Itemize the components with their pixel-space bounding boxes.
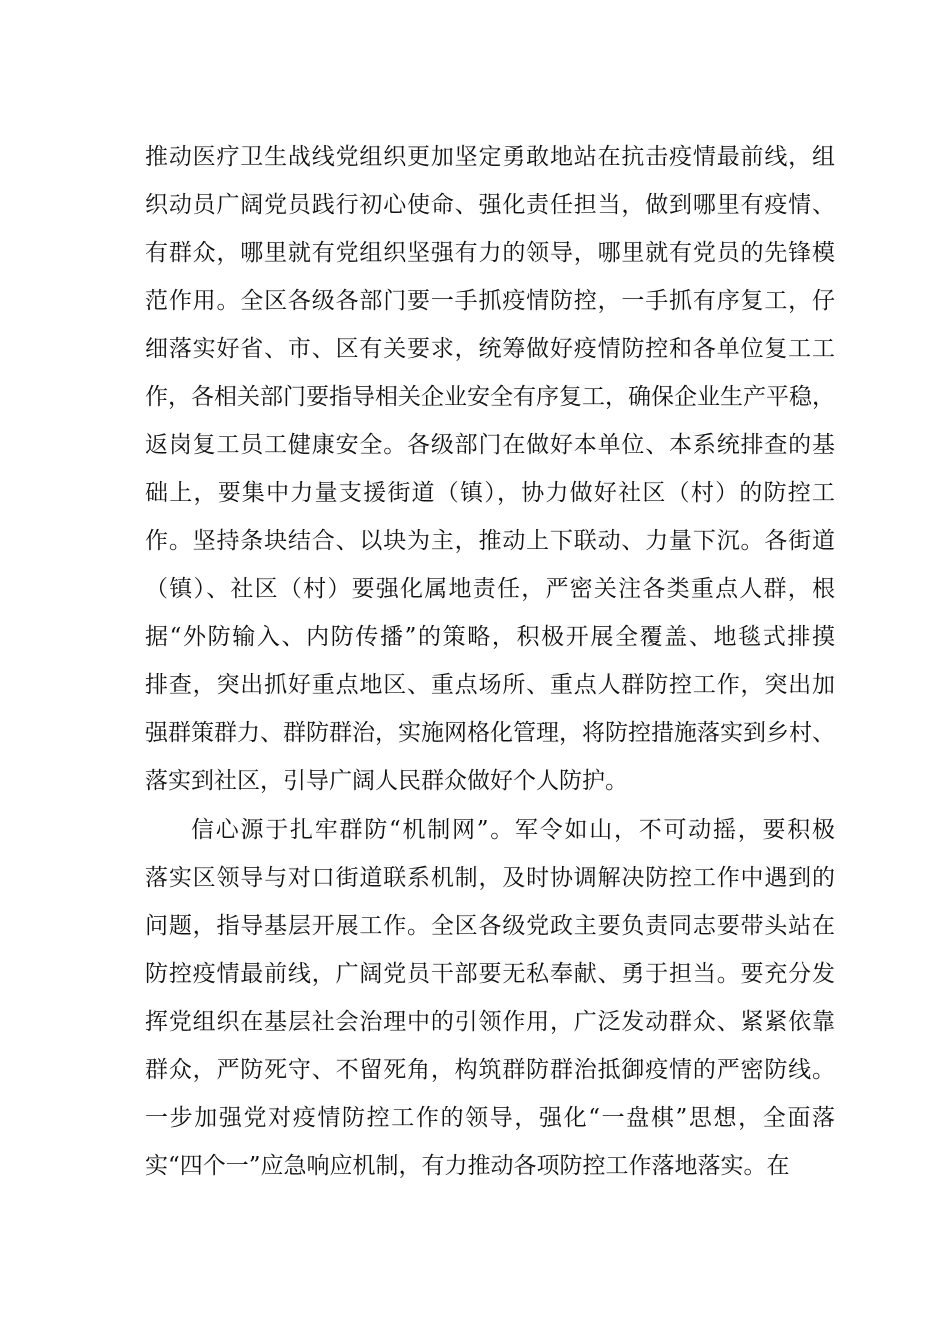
text-line: 防控疫情最前线，广阔党员干部要无私奉献、勇于担当。要充分发 <box>145 961 836 987</box>
text-line: 落实到社区，引导广阔人民群众做好个人防护。 <box>145 768 628 794</box>
text-line: 返岗复工员工健康安全。各级部门在做好本单位、本系统排查的基 <box>145 432 836 458</box>
text-line: 落实区领导与对口街道联系机制，及时协调解决防控工作中遇到的 <box>145 865 836 891</box>
text-line: 范作用。全区各级各部门要一手抓疫情防控，一手抓有序复工，仔 <box>145 288 836 314</box>
text-line: 问题，指导基层开展工作。全区各级党政主要负责同志要带头站在 <box>145 913 836 939</box>
text-line: 群众，严防死守、不留死角，构筑群防群治抵御疫情的严密防线。 <box>145 1057 836 1083</box>
text-line: 织动员广阔党员践行初心使命、强化责任担当，做到哪里有疫情、 <box>145 192 836 218</box>
text-line: 推动医疗卫生战线党组织更加坚定勇敢地站在抗击疫情最前线，组 <box>145 144 836 170</box>
text-line: 挥党组织在基层社会治理中的引领作用，广泛发动群众、紧紧依靠 <box>145 1009 836 1035</box>
text-line: （镇）、社区（村）要强化属地责任，严密关注各类重点人群，根 <box>145 576 837 602</box>
text-line: 排查，突出抓好重点地区、重点场所、重点人群防控工作，突出加 <box>145 672 836 698</box>
text-line: 作。坚持条块结合、以块为主，推动上下联动、力量下沉。各街道 <box>145 528 836 554</box>
text-line: 细落实好省、市、区有关要求，统筹做好疫情防控和各单位复工工 <box>145 336 836 362</box>
document-body <box>145 133 835 1190</box>
text-line: 一步加强党对疫情防控工作的领导，强化“一盘棋”思想，全面落 <box>145 1105 837 1131</box>
text-line: 有群众，哪里就有党组织坚强有力的领导，哪里就有党员的先锋模 <box>145 240 836 266</box>
text-line: 强群策群力、群防群治，实施网格化管理，将防控措施落实到乡村、 <box>145 720 835 746</box>
text-line: 据“外防输入、内防传播”的策略，积极开展全覆盖、地毯式排摸 <box>145 624 837 650</box>
text-line: 作，各相关部门要指导相关企业安全有序复工，确保企业生产平稳， <box>145 384 835 410</box>
text-line: 实“四个一”应急响应机制，有力推动各项防控工作落地落实。在 <box>145 1153 790 1179</box>
text-line: 信心源于扎牢群防“机制网”。军令如山，不可动摇，要积极 <box>191 817 837 843</box>
text-line: 础上，要集中力量支援街道（镇），协力做好社区（村）的防控工 <box>145 480 837 506</box>
